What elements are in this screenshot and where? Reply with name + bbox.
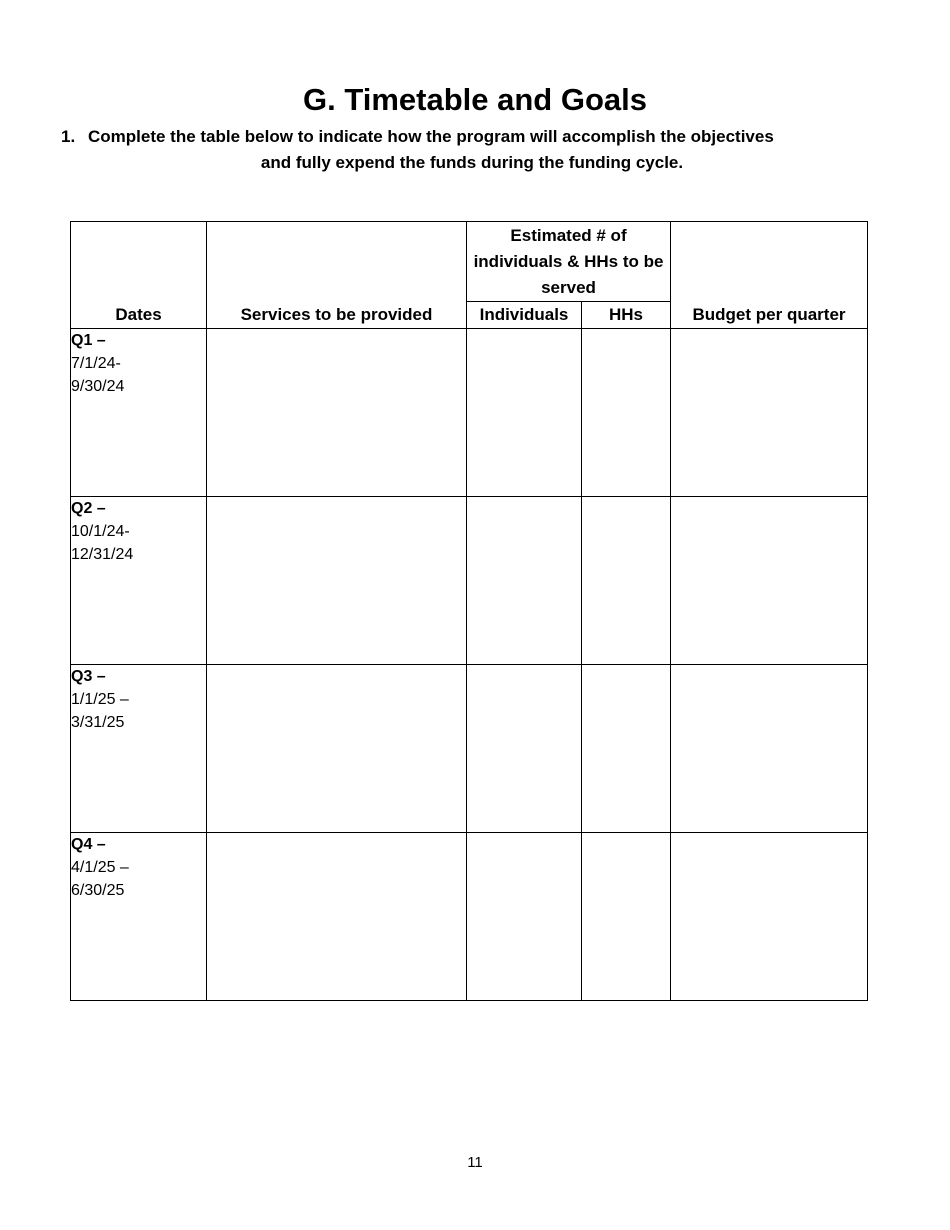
budget-cell[interactable] [671,329,868,497]
quarter-end: 12/31/24 [71,546,134,563]
services-cell[interactable] [207,329,467,497]
date-cell [71,833,207,1001]
quarter-label: Q3 – [71,668,106,685]
budget-cell[interactable] [671,497,868,665]
quarter-label: Q1 – [71,332,106,349]
services-cell[interactable] [207,833,467,1001]
quarter-start: 4/1/25 – [71,859,129,876]
hhs-cell[interactable] [582,833,671,1001]
instruction [58,124,878,176]
budget-cell[interactable] [671,665,868,833]
header-individuals: Individuals [467,302,582,329]
table-row [71,665,868,833]
quarter-end: 9/30/24 [71,378,125,395]
timetable-table [70,221,868,1001]
header-budget: Budget per quarter [671,222,868,329]
header-estimated: Estimated # of individuals & HHs to be served [467,222,671,302]
instruction-line-2: and fully expend the funds during the funding cycle. [260,153,684,172]
header-services: Services to be provided [207,222,467,329]
individuals-cell[interactable] [467,833,582,1001]
date-cell [71,329,207,497]
quarter-start: 1/1/25 – [71,691,129,708]
table-row [71,497,868,665]
hhs-cell[interactable] [582,665,671,833]
services-cell[interactable] [207,497,467,665]
quarter-label: Q2 – [71,500,106,517]
instruction-number: 1. [61,127,76,146]
page-number: 11 [467,1154,483,1171]
table-row [71,833,868,1001]
quarter-start: 7/1/24- [71,355,121,372]
individuals-cell[interactable] [467,329,582,497]
quarter-label: Q4 – [71,836,106,853]
header-dates: Dates [71,222,207,329]
individuals-cell[interactable] [467,665,582,833]
date-cell [71,497,207,665]
individuals-cell[interactable] [467,497,582,665]
hhs-cell[interactable] [582,329,671,497]
services-cell[interactable] [207,665,467,833]
quarter-end: 6/30/25 [71,882,125,899]
budget-cell[interactable] [671,833,868,1001]
page-title: G. Timetable and Goals [303,82,647,117]
quarter-start: 10/1/24- [71,523,130,540]
instruction-line-1: Complete the table below to indicate how the program will accomplish the objectives [88,127,774,146]
header-hhs: HHs [582,302,671,329]
hhs-cell[interactable] [582,497,671,665]
quarter-end: 3/31/25 [71,714,125,731]
table-row [71,329,868,497]
date-cell [71,665,207,833]
